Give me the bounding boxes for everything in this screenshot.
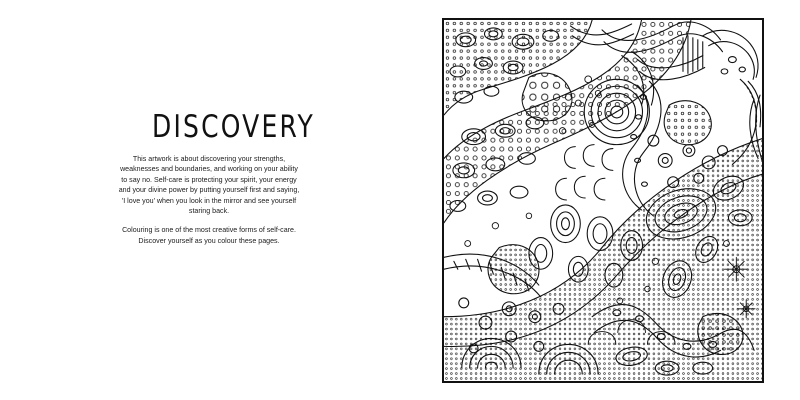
right-page — [400, 0, 800, 400]
body-paragraph-1: This artwork is about discovering your strengths, weaknesses and boundaries, and working on your ability to say no. Self-care is protecting your spirit, your energy and your divine power by putting yourself first and saying, 'I love you' when you look in the mirror and see yourself staring back. — [118, 155, 300, 216]
page-title: DISCOVERY — [152, 108, 315, 145]
page-body-text — [118, 154, 300, 246]
artwork-frame — [442, 18, 764, 383]
body-paragraph-2: Colouring is one of the most creative forms of self-care. Discover yourself as you colour these pages. — [122, 226, 296, 245]
colouring-artwork-svg — [444, 20, 762, 381]
